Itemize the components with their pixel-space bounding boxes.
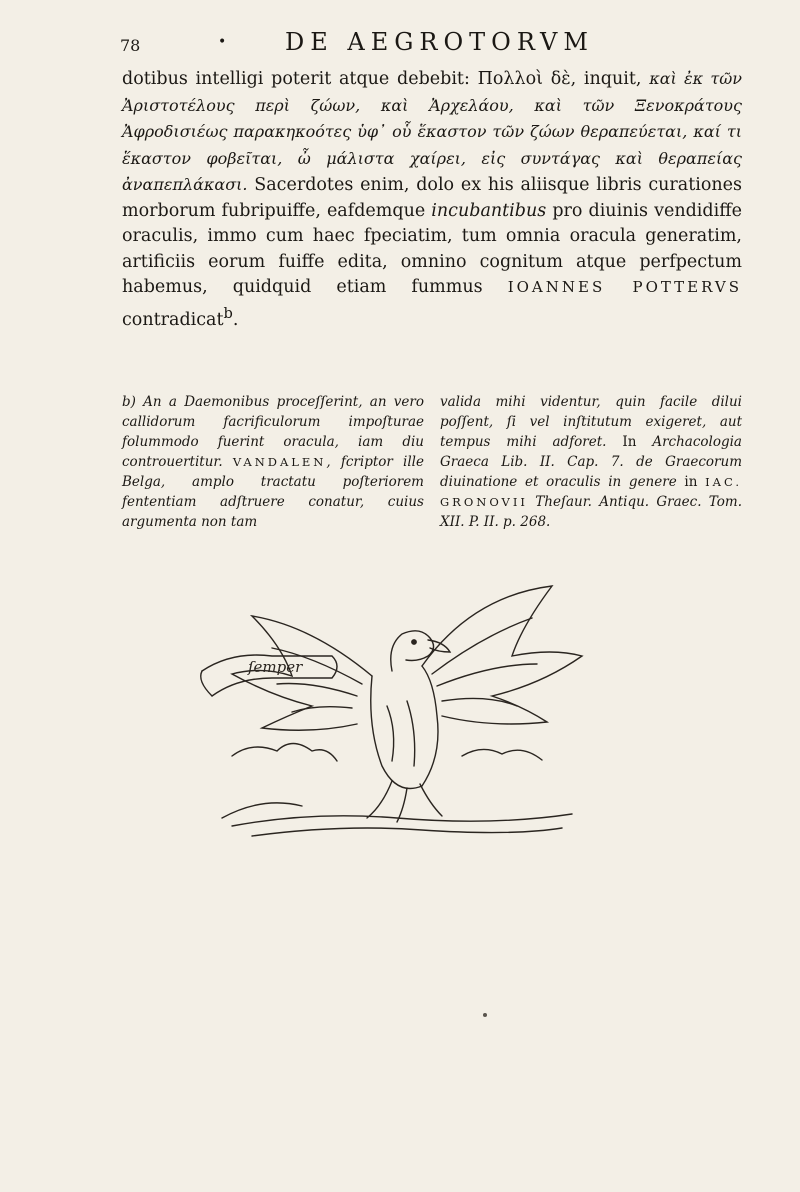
footnote-text: In: [622, 434, 637, 450]
text-segment: dotibus intelligi poterit atque debebit:: [122, 69, 478, 89]
italic-term: incubantibus: [431, 200, 547, 221]
text-segment: .: [232, 309, 239, 330]
text-segment: pro diuinis vendidiffe oraculis, immo cum haec fpeciatim, tum omnia oracula generatim, artificiis eorum fuiffe edita, omnino cognitum atque perfpectum habemus, quidquid etiam fummus: [122, 200, 742, 297]
page-number: 78: [120, 36, 141, 55]
footnote-text: [697, 474, 705, 490]
text-segment: , inquit,: [570, 69, 650, 89]
footnote-left-column: [122, 392, 424, 532]
footnote-text: Theſaur. Antiqu. Graec. Tom. XII. P. II. p. 268.: [440, 494, 742, 530]
footnote-author: VANDALEN: [232, 455, 327, 469]
text-segment: contradicat: [122, 309, 224, 330]
footnote: [122, 392, 742, 532]
footnote-text: , fcriptor ille Belga, amplo tractatu poſteriorem fententiam adſtruere conatur, cuius argumenta non tam: [122, 454, 424, 530]
author-name: IOANNES POTTERVS: [507, 278, 743, 296]
page-header: [120, 28, 740, 58]
main-paragraph: [122, 66, 742, 333]
footnote-text: in: [684, 474, 698, 490]
footnote-text: b) An a Daemonibus proceſſerint, an vero callidorum facrificulorum impoſturae folummodo fuerint oracula, iam diu controuertitur.: [122, 394, 424, 470]
footnote-author: IAC. GRONOVII: [440, 475, 743, 509]
eagle-vignette-image: [192, 556, 602, 856]
running-title: DE AEGROTORVM: [285, 28, 594, 56]
greek-incipit: Πολλοὶ δὲ: [477, 69, 571, 89]
footnote-right-column: [440, 392, 742, 532]
ink-speck: [470, 1000, 500, 1030]
vignette-banner-text: ſemper: [248, 658, 303, 676]
footnote-text: Archacologia Graeca Lib. II. Cap. 7. de Graecorum diuinatione et oraculis in genere: [440, 434, 742, 490]
greek-quotation: καὶ ἐκ τῶν Ἀριστοτέλους περὶ ζώων, καὶ Ἀρχελάου, καὶ τῶν Ξενοκράτους Ἀφροδισιέως παρακηκοότες ὑφ᾽ οὗ ἕκαστον τῶν ζώων θεραπεύεται, καί τι ἕκαστον φοβεῖται, ὦ μάλιστα χαίρει, εἰς συντάγας καὶ θεραπείας ἀναπεπλάκασι.: [122, 69, 742, 194]
text-segment: Sacerdotes enim, dolo ex his aliisque libris curationes morborum fubripuiffe, eafdemque: [122, 175, 742, 221]
footnote-text: valida mihi videntur, quin facile dilui poſſent, ſi vel inſtitutum exigeret, aut tempus mihi adforet.: [440, 394, 742, 450]
header-dot: •: [218, 34, 227, 50]
footnote-marker: b: [223, 304, 233, 322]
